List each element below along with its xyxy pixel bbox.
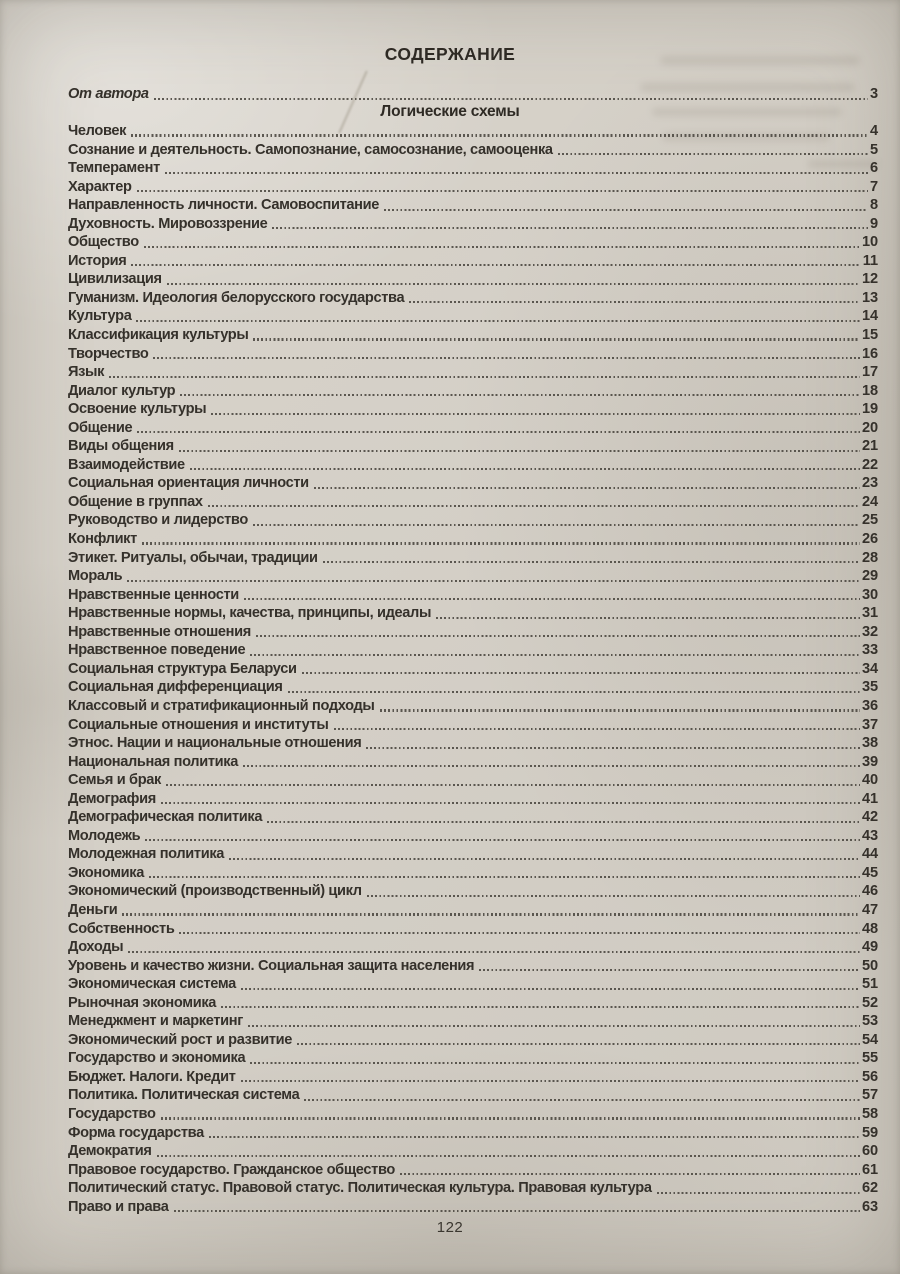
toc-entry-page: 45 xyxy=(861,864,878,881)
dotted-leader xyxy=(127,580,860,582)
toc-entry-label: Менеджмент и маркетинг xyxy=(68,1013,243,1030)
dotted-leader xyxy=(248,1025,860,1027)
toc-entry-label: Нравственное поведение xyxy=(68,642,246,659)
toc-entry-label: Доходы xyxy=(68,939,124,956)
toc-entry xyxy=(68,771,878,790)
toc-entry-page: 47 xyxy=(861,901,878,918)
toc-entry-label: Бюджет. Налоги. Кредит xyxy=(68,1068,236,1085)
toc-list xyxy=(68,122,878,1216)
dotted-leader xyxy=(409,301,860,303)
toc-entry-page: 44 xyxy=(861,846,878,863)
toc-entry-label: Темперамент xyxy=(68,160,160,177)
dotted-leader xyxy=(161,1117,860,1119)
toc-entry-label: Демография xyxy=(68,790,156,807)
toc-entry-label: Общение xyxy=(68,419,133,436)
toc-entry-page: 30 xyxy=(861,586,878,603)
toc-entry xyxy=(68,159,878,178)
toc-entry-page: 37 xyxy=(861,716,878,733)
toc-entry-page: 51 xyxy=(861,976,878,993)
toc-entry-label: Собственность xyxy=(68,920,175,937)
dotted-leader xyxy=(144,246,860,248)
toc-entry-label: Форма государства xyxy=(68,1124,204,1141)
dotted-leader xyxy=(174,1210,860,1212)
toc-entry-page: 43 xyxy=(861,827,878,844)
toc-entry-label: Руководство и лидерство xyxy=(68,512,248,529)
toc-entry-label: Социальные отношения и институты xyxy=(68,716,329,733)
toc-entry-page: 60 xyxy=(861,1143,878,1160)
toc-entry xyxy=(68,178,878,197)
toc-entry-page: 35 xyxy=(861,679,878,696)
toc-entry xyxy=(68,604,878,623)
toc-entry xyxy=(68,994,878,1013)
toc-entry xyxy=(68,864,878,883)
dotted-leader xyxy=(165,172,868,174)
toc-entry xyxy=(68,511,878,530)
toc-entry xyxy=(68,530,878,549)
toc-entry-page: 54 xyxy=(861,1031,878,1048)
dotted-leader xyxy=(208,505,860,507)
toc-entry xyxy=(68,1105,878,1124)
toc-entry xyxy=(68,252,878,271)
toc-entry xyxy=(68,215,878,234)
toc-entry xyxy=(68,845,878,864)
toc-entry-page: 57 xyxy=(861,1087,878,1104)
toc-entry-label: Человек xyxy=(68,123,127,139)
dotted-leader xyxy=(167,283,860,285)
toc-entry-page: 62 xyxy=(861,1180,878,1197)
toc-entry xyxy=(68,920,878,939)
toc-entry-label: Семья и брак xyxy=(68,772,161,789)
toc-entry-label: От автора xyxy=(68,86,149,102)
toc-entry xyxy=(68,1161,878,1180)
dotted-leader xyxy=(367,895,860,897)
dotted-leader xyxy=(145,839,860,841)
toc-entry-page: 48 xyxy=(861,920,878,937)
toc-entry-page: 28 xyxy=(861,549,878,566)
dotted-leader xyxy=(272,227,868,229)
toc-entry-label: Экономический (производственный) цикл xyxy=(68,883,362,900)
toc-entry-label: Характер xyxy=(68,178,132,195)
toc-entry-label: Диалог культур xyxy=(68,382,176,399)
toc-entry-label: Сознание и деятельность. Самопознание, самосознание, самооценка xyxy=(68,141,553,158)
toc-entry-label: Национальная политика xyxy=(68,753,238,770)
toc-entry-page: 46 xyxy=(861,883,878,900)
dotted-leader xyxy=(400,1173,860,1175)
toc-entry xyxy=(68,400,878,419)
toc-entry-label: Право и права xyxy=(68,1198,169,1215)
toc-entry-label: Гуманизм. Идеология белорусского государства xyxy=(68,289,405,306)
toc-entry xyxy=(68,827,878,846)
toc-entry xyxy=(68,753,878,772)
toc-entry-label: Экономическая система xyxy=(68,976,236,993)
dotted-leader xyxy=(109,376,860,378)
toc-entry xyxy=(68,345,878,364)
dotted-leader xyxy=(244,598,860,600)
toc-entry xyxy=(68,1086,878,1105)
toc-entry-page: 41 xyxy=(861,790,878,807)
toc-entry-page: 42 xyxy=(861,809,878,826)
dotted-leader xyxy=(190,468,860,470)
toc-entry xyxy=(68,549,878,568)
toc-entry-label: Виды общения xyxy=(68,438,174,455)
toc-entry xyxy=(68,419,878,438)
toc-entry-label: Социальная дифференциация xyxy=(68,679,283,696)
dotted-leader xyxy=(221,1006,860,1008)
dotted-leader xyxy=(153,357,859,359)
toc-entry-label: Социальная структура Беларуси xyxy=(68,660,297,677)
toc-entry-page: 4 xyxy=(869,123,878,139)
toc-entry-page: 24 xyxy=(861,493,878,510)
toc-entry-label: Общество xyxy=(68,234,139,251)
toc-entry-page: 52 xyxy=(861,994,878,1011)
dotted-leader xyxy=(380,709,860,711)
toc-entry-label: Нравственные нормы, качества, принципы, идеалы xyxy=(68,605,432,622)
toc-entry-label: Мораль xyxy=(68,568,123,585)
toc-entry-label: Экономика xyxy=(68,864,144,881)
toc-entry-page: 6 xyxy=(869,160,878,177)
toc-entry xyxy=(68,326,878,345)
toc-entry-label: Политика. Политическая система xyxy=(68,1087,300,1104)
toc-entry-page: 12 xyxy=(861,271,878,288)
toc-entry-page: 21 xyxy=(861,438,878,455)
toc-entry xyxy=(68,270,878,289)
toc-entry xyxy=(68,1031,878,1050)
toc-entry-page: 25 xyxy=(861,512,878,529)
toc-entry-label: Демократия xyxy=(68,1143,152,1160)
toc-entry-label: Этикет. Ритуалы, обычаи, традиции xyxy=(68,549,318,566)
toc-entry xyxy=(68,1142,878,1161)
toc-entry-page: 10 xyxy=(861,234,878,251)
toc-entry xyxy=(68,1049,878,1068)
dotted-leader xyxy=(253,524,860,526)
toc-entry-label: Демографическая политика xyxy=(68,809,263,826)
toc-entry-label: Общение в группах xyxy=(68,493,203,510)
toc-entry-label: Уровень и качество жизни. Социальная защита населения xyxy=(68,957,475,974)
toc-entry xyxy=(68,586,878,605)
toc-entry-label: Цивилизация xyxy=(68,271,162,288)
dotted-leader xyxy=(179,932,859,934)
toc-entry-page: 33 xyxy=(861,642,878,659)
toc-entry-label: Культура xyxy=(68,308,132,325)
toc-entry xyxy=(68,567,878,586)
toc-entry-page: 18 xyxy=(861,382,878,399)
toc-entry xyxy=(68,790,878,809)
toc-entry xyxy=(68,697,878,716)
toc-entry-page: 53 xyxy=(861,1013,878,1030)
section-heading: Логические схемы xyxy=(380,103,520,120)
toc-entry-label: Правовое государство. Гражданское общество xyxy=(68,1161,395,1178)
toc-entry xyxy=(68,901,878,920)
toc-entry xyxy=(68,1179,878,1198)
toc-entry xyxy=(68,233,878,252)
toc-entry xyxy=(68,141,878,160)
toc-entry-page: 36 xyxy=(861,697,878,714)
toc-entry xyxy=(68,122,878,141)
toc-entry-page: 55 xyxy=(861,1050,878,1067)
dotted-leader xyxy=(161,802,860,804)
toc-entry-label: Духовность. Мировоззрение xyxy=(68,215,268,232)
toc-entry-page: 22 xyxy=(861,456,878,473)
toc-entry-page: 49 xyxy=(861,939,878,956)
toc-entry-page: 50 xyxy=(861,957,878,974)
toc-entry-page: 26 xyxy=(861,531,878,548)
toc-entry xyxy=(68,363,878,382)
toc-entry-page: 63 xyxy=(861,1198,878,1215)
toc-entry xyxy=(68,289,878,308)
toc-entry-page: 58 xyxy=(861,1105,878,1122)
toc-entry-page: 19 xyxy=(861,401,878,418)
toc-entry-label: История xyxy=(68,252,127,269)
dotted-leader xyxy=(131,264,860,266)
toc-entry-label: Рыночная экономика xyxy=(68,994,217,1011)
toc-entry-label: Творчество xyxy=(68,345,149,362)
toc-entry-page: 39 xyxy=(861,753,878,770)
toc-entry-label: Язык xyxy=(68,364,105,381)
toc-entry xyxy=(68,474,878,493)
toc-entry xyxy=(68,1012,878,1031)
toc-entry-label: Конфликт xyxy=(68,531,137,548)
toc-entry xyxy=(68,1124,878,1143)
toc-entry-page: 23 xyxy=(861,475,878,492)
dotted-leader xyxy=(122,913,860,915)
toc-entry-label: Нравственные ценности xyxy=(68,586,239,603)
toc-entry-page: 20 xyxy=(861,419,878,436)
toc-entry-page: 15 xyxy=(861,327,878,344)
toc-entry xyxy=(68,307,878,326)
toc-entry-page: 17 xyxy=(861,364,878,381)
footer-page-number: 122 xyxy=(436,1219,464,1236)
toc-entry xyxy=(68,938,878,957)
dotted-leader xyxy=(241,988,860,990)
toc-entry-page: 9 xyxy=(869,215,878,232)
toc-entry-page: 40 xyxy=(861,772,878,789)
toc-entry-label: Освоение культуры xyxy=(68,401,207,418)
dotted-leader xyxy=(558,153,868,155)
toc-entry-page: 34 xyxy=(861,660,878,677)
toc-entry xyxy=(68,716,878,735)
toc-entry-label: Молодежь xyxy=(68,827,141,844)
dotted-leader xyxy=(304,1099,860,1101)
dotted-leader xyxy=(211,413,860,415)
toc-entry-page: 7 xyxy=(869,178,878,195)
toc-entry-label: Нравственные отношения xyxy=(68,623,251,640)
dotted-leader xyxy=(128,951,860,953)
dotted-leader xyxy=(180,394,860,396)
dotted-leader xyxy=(302,672,860,674)
toc-entry-label: Взаимодействие xyxy=(68,456,185,473)
dotted-leader xyxy=(384,209,868,211)
toc-entry-page: 3 xyxy=(869,86,878,102)
toc-entry-page: 13 xyxy=(861,289,878,306)
toc-preface-row xyxy=(68,85,878,104)
dotted-leader xyxy=(131,134,868,136)
toc-entry xyxy=(68,196,878,215)
toc-entry-page: 56 xyxy=(861,1068,878,1085)
toc-entry-label: Классовый и стратификационный подходы xyxy=(68,697,375,714)
toc-entry xyxy=(68,456,878,475)
dotted-leader xyxy=(297,1043,860,1045)
dotted-leader xyxy=(229,858,860,860)
dotted-leader xyxy=(209,1136,860,1138)
toc-entry-label: Молодежная политика xyxy=(68,846,225,863)
dotted-leader xyxy=(267,821,860,823)
toc-entry-page: 11 xyxy=(862,252,878,269)
toc-entry-page: 61 xyxy=(861,1161,878,1178)
toc-entry-page: 8 xyxy=(869,197,878,214)
toc-entry-label: Деньги xyxy=(68,901,118,918)
toc-entry-label: Социальная ориентация личности xyxy=(68,475,309,492)
toc-entry xyxy=(68,660,878,679)
dotted-leader xyxy=(241,1080,860,1082)
toc-entry xyxy=(68,882,878,901)
toc-entry xyxy=(68,623,878,642)
toc-entry-page: 14 xyxy=(861,308,878,325)
toc-entry xyxy=(68,975,878,994)
toc-entry xyxy=(68,734,878,753)
toc-entry xyxy=(68,1198,878,1217)
toc-entry xyxy=(68,641,878,660)
toc-entry-page: 29 xyxy=(861,568,878,585)
toc-entry-label: Этнос. Нации и национальные отношения xyxy=(68,735,362,752)
dotted-leader xyxy=(157,1155,860,1157)
toc-entry xyxy=(68,957,878,976)
toc-entry-page: 32 xyxy=(861,623,878,640)
toc-entry xyxy=(68,808,878,827)
dotted-leader xyxy=(243,765,860,767)
page-title: СОДЕРЖАНИЕ xyxy=(384,44,516,64)
toc-entry-label: Экономический рост и развитие xyxy=(68,1031,292,1048)
toc-entry-label: Классификация культуры xyxy=(68,327,249,344)
toc-entry xyxy=(68,437,878,456)
dotted-leader xyxy=(179,450,860,452)
dotted-leader xyxy=(436,617,860,619)
dotted-leader xyxy=(142,542,860,544)
toc-entry-page: 31 xyxy=(861,605,878,622)
dotted-leader xyxy=(137,190,868,192)
dotted-leader xyxy=(250,1062,860,1064)
dotted-leader xyxy=(166,784,860,786)
toc-entry-label: Направленность личности. Самовоспитание xyxy=(68,197,379,214)
dotted-leader xyxy=(256,635,860,637)
dotted-leader xyxy=(250,654,860,656)
toc-entry xyxy=(68,1068,878,1087)
toc-entry-page: 59 xyxy=(861,1124,878,1141)
dotted-leader xyxy=(657,1192,860,1194)
dotted-leader xyxy=(149,876,860,878)
dotted-leader xyxy=(323,561,860,563)
toc-entry-page: 38 xyxy=(861,735,878,752)
toc-entry-page: 5 xyxy=(869,141,878,158)
toc-entry xyxy=(68,493,878,512)
toc-entry-label: Государство xyxy=(68,1105,156,1122)
dotted-leader xyxy=(334,728,860,730)
dotted-leader xyxy=(154,98,868,100)
dotted-leader xyxy=(136,320,859,322)
toc-entry xyxy=(68,678,878,697)
toc-entry-label: Государство и экономика xyxy=(68,1050,246,1067)
toc-entry xyxy=(68,382,878,401)
toc-entry-page: 16 xyxy=(861,345,878,362)
dotted-leader xyxy=(366,747,860,749)
dotted-leader xyxy=(479,969,860,971)
dotted-leader xyxy=(314,487,860,489)
dotted-leader xyxy=(137,431,860,433)
toc-entry-label: Политический статус. Правовой статус. Политическая культура. Правовая культура xyxy=(68,1180,652,1197)
dotted-leader xyxy=(288,691,860,693)
dotted-leader xyxy=(253,338,859,340)
